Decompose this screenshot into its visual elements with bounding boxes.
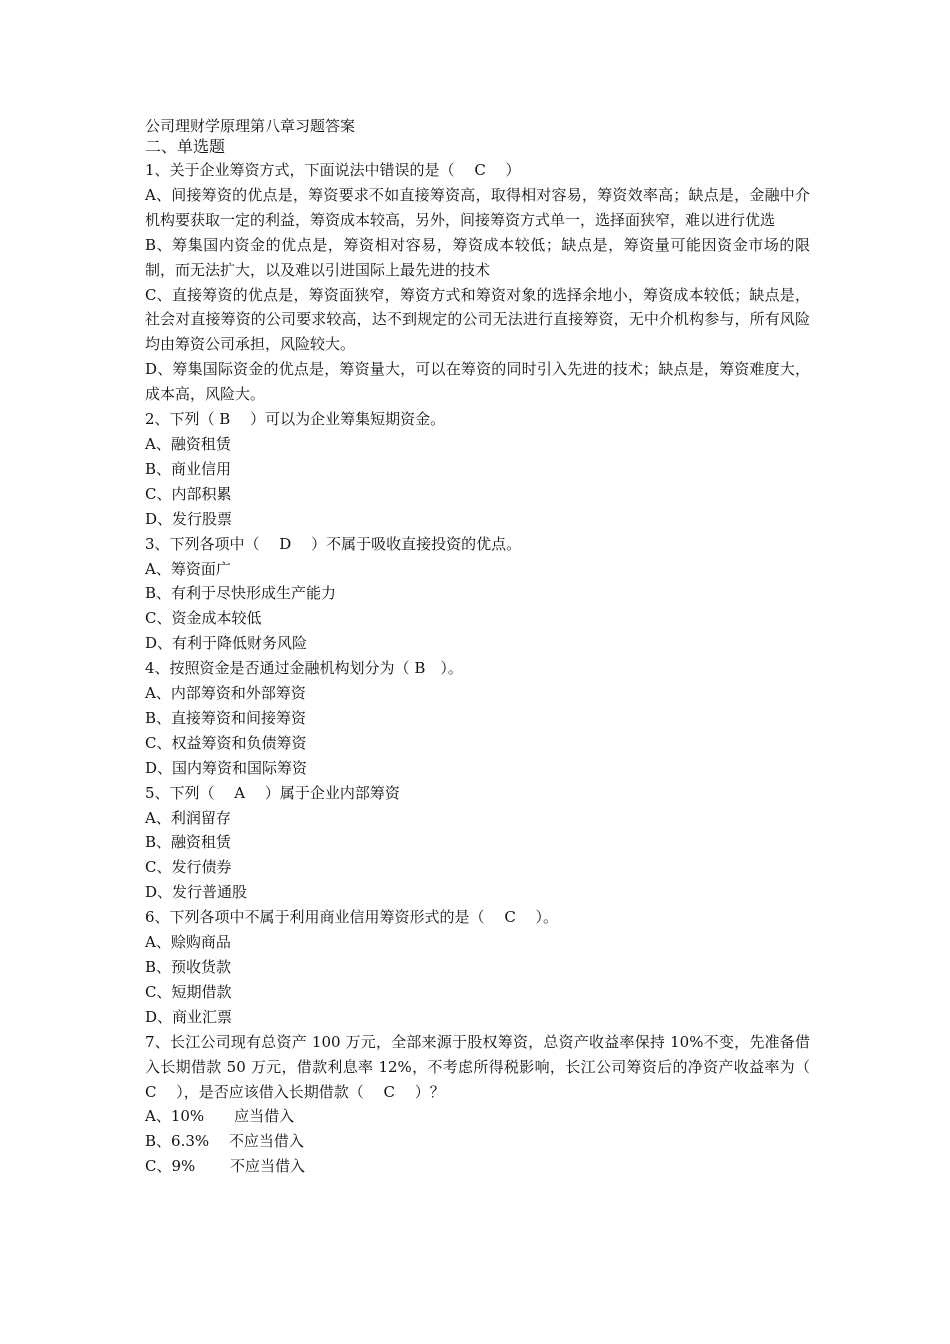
option-item: A、利润留存	[145, 808, 231, 827]
question-5	[145, 781, 810, 906]
option-item: A、筹资面广	[145, 559, 231, 578]
question-2	[145, 407, 810, 532]
option-item: B、6.3% 不应当借入	[145, 1132, 304, 1151]
option-item: B、有利于尽快形成生产能力	[145, 584, 337, 603]
option-item: A、间接筹资的优点是，筹资要求不如直接筹资高，取得相对容易，筹资效率高；缺点是，金融中介机构要获取一定的利益，筹资成本较高，另外，间接筹资方式单一，选择面狭窄，难以进行优选	[145, 185, 810, 229]
option-item: A、10% 应当借入	[145, 1107, 295, 1126]
option-item: B、商业信用	[145, 459, 232, 478]
question-stem: 1、关于企业筹资方式，下面说法中错误的是（ C ）	[145, 161, 521, 179]
option-item: A、融资租赁	[145, 434, 231, 453]
option-item: D、发行普通股	[145, 883, 248, 902]
question-1	[145, 158, 810, 407]
document-title: 公司理财学原理第八章习题答案	[145, 117, 356, 135]
option-item: C、直接筹资的优点是，筹资面狭窄，筹资方式和筹资对象的选择余地小，筹资成本较低；缺点是，社会对直接筹资的公司要求较高，达不到规定的公司无法进行直接筹资，无中介机构参与，所有风险均由筹资公司承担，风险较大。	[145, 285, 810, 354]
question-4	[145, 656, 810, 781]
question-stem: 2、下列（ B ）可以为企业筹集短期资金。	[145, 410, 446, 429]
question-list	[145, 158, 830, 1179]
option-item: D、发行股票	[145, 509, 233, 528]
option-item: B、筹集国内资金的优点是，筹资相对容易，筹资成本较低；缺点是，筹资量可能因资金市场的限制，而无法扩大，以及难以引进国际上最先进的技术	[145, 235, 810, 279]
option-item: D、商业汇票	[145, 1007, 233, 1026]
option-item: B、预收货款	[145, 958, 232, 976]
option-item: A、内部筹资和外部筹资	[145, 684, 306, 703]
question-stem: 4、按照资金是否通过金融机构划分为（ B ）。	[145, 659, 463, 678]
option-item: C、9% 不应当借入	[145, 1157, 306, 1176]
section-heading: 二、单选题	[145, 137, 226, 156]
question-6	[145, 905, 810, 1030]
option-item: B、直接筹资和间接筹资	[145, 708, 307, 727]
option-item: C、短期借款	[145, 982, 232, 1001]
option-item: C、权益筹资和负债筹资	[145, 733, 307, 752]
option-item: D、国内筹资和国际筹资	[145, 758, 308, 777]
option-item: D、有利于降低财务风险	[145, 634, 308, 653]
option-item: B、融资租赁	[145, 833, 232, 852]
question-stem: 3、下列各项中（ D ）不属于吸收直接投资的优点。	[145, 534, 522, 553]
question-stem: 6、下列各项中不属于利用商业信用筹资形式的是（ C ）。	[145, 908, 559, 927]
question-7	[145, 1030, 830, 1179]
option-item: A、赊购商品	[145, 933, 231, 952]
option-item: C、发行债券	[145, 858, 232, 877]
document-page	[145, 116, 830, 1179]
question-stem: 7、长江公司现有总资产 100 万元，全部来源于股权筹资，总资产收益率保持 10%不变，先准备借入长期借款 50 万元，借款利息率 12%，不考虑所得税影响，长江公司筹资后的净资产收益率为（ C ），是否应该借入长期借款（ C ）？	[145, 1032, 830, 1101]
option-item: C、资金成本较低	[145, 609, 262, 628]
question-stem: 5、下列（ A ）属于企业内部筹资	[145, 783, 400, 802]
question-3	[145, 532, 810, 657]
option-item: C、内部积累	[145, 484, 232, 503]
option-item: D、筹集国际资金的优点是，筹资量大，可以在筹资的同时引入先进的技术；缺点是，筹资难度大，成本高，风险大。	[145, 360, 810, 404]
